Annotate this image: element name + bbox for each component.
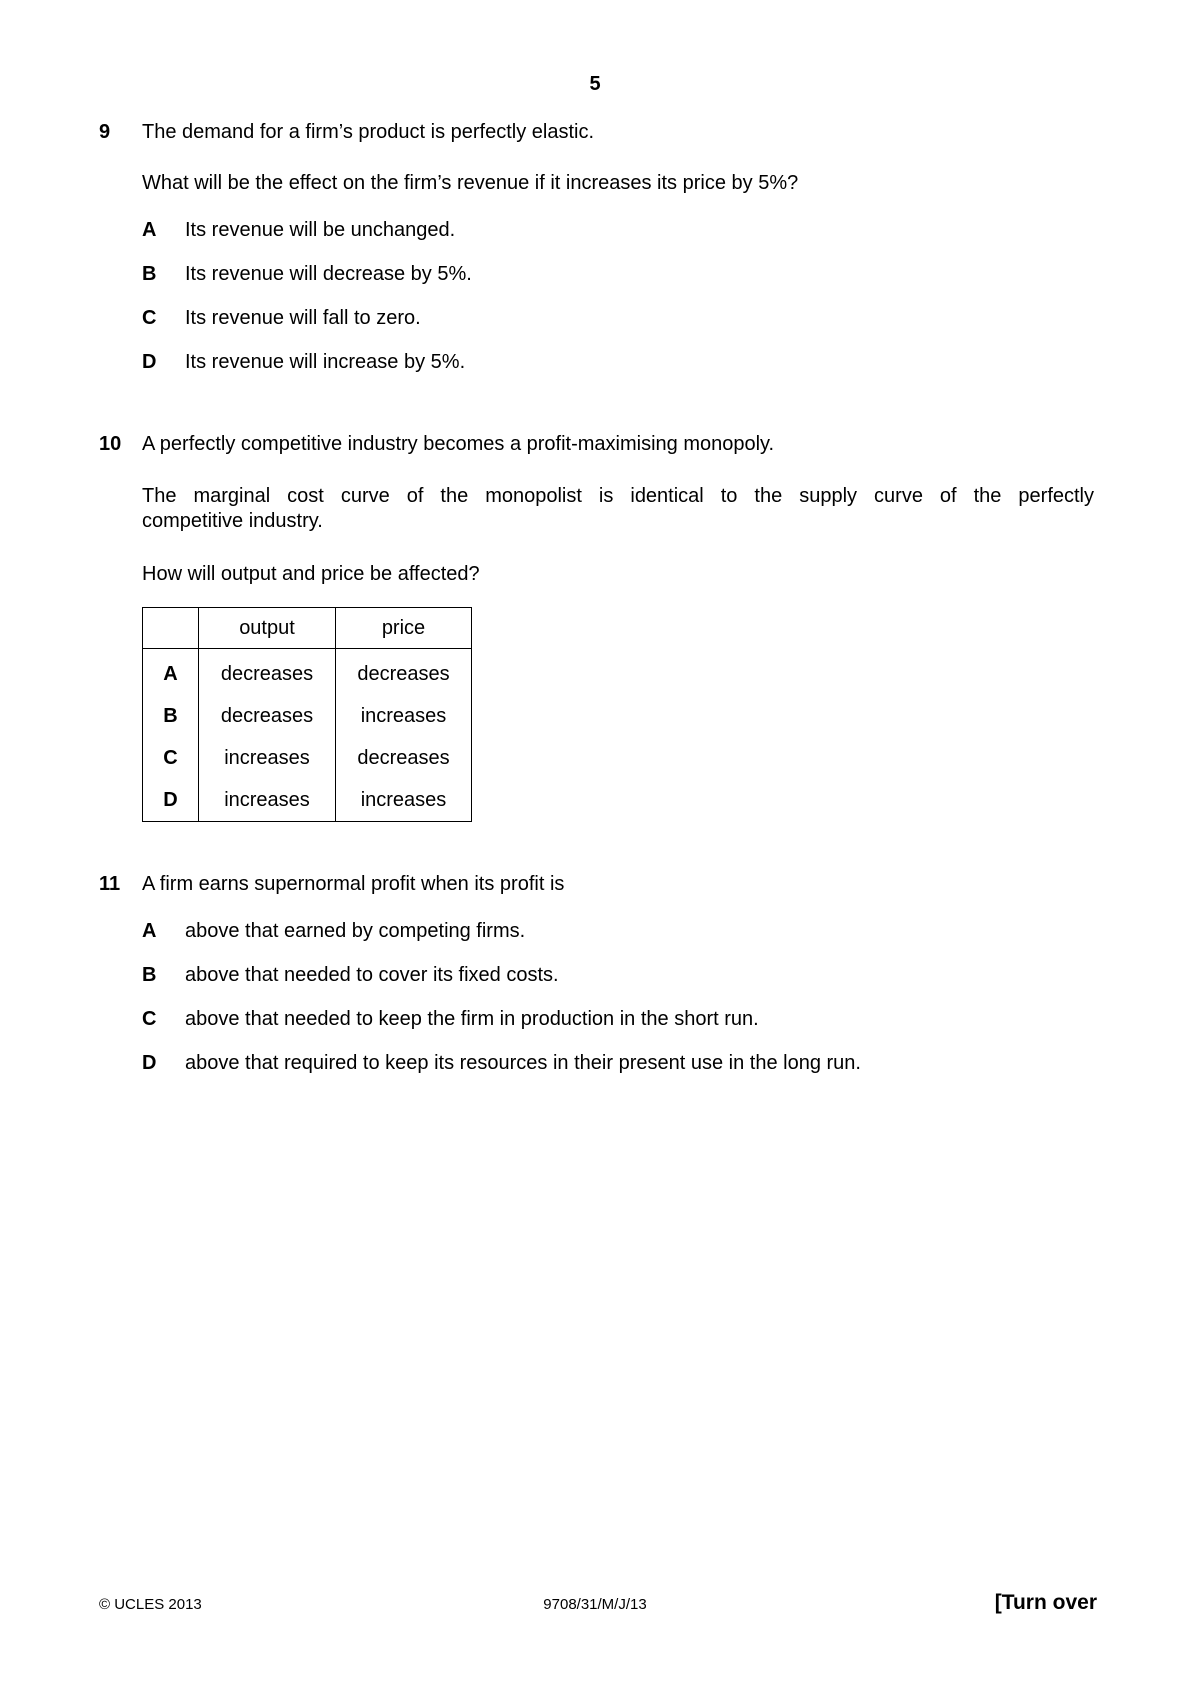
question-10-answer-table <box>142 607 472 822</box>
question-11-number: 11 <box>99 873 121 895</box>
table-cell-output: decreases <box>199 695 336 737</box>
table-row-letter: D <box>143 779 199 822</box>
question-9-prompt: What will be the effect on the firm’s revenue if it increases its price by 5%? <box>142 172 799 194</box>
table-cell-output: increases <box>199 779 336 822</box>
question-9-option-c-letter: C <box>142 307 157 329</box>
question-11-option-c-text: above that needed to keep the firm in production in the short run. <box>185 1008 759 1030</box>
page-number: 5 <box>589 73 601 95</box>
question-10-prompt: How will output and price be affected? <box>142 563 480 585</box>
footer-turn-over: [Turn over <box>994 1591 1097 1614</box>
table-header-output: output <box>199 608 336 649</box>
question-9-stem: The demand for a firm’s product is perfectly elastic. <box>142 121 595 143</box>
question-9-option-b-letter: B <box>142 263 157 285</box>
question-10-paragraph <box>142 484 1094 534</box>
question-11-option-a-letter: A <box>142 920 157 942</box>
footer-paper-code: 9708/31/M/J/13 <box>543 1596 647 1613</box>
question-11-option-d-letter: D <box>142 1052 157 1074</box>
table-cell-price: increases <box>336 779 472 822</box>
question-9-option-b-text: Its revenue will decrease by 5%. <box>185 263 472 285</box>
table-cell-output: decreases <box>199 649 336 696</box>
question-9-option-d-letter: D <box>142 351 157 373</box>
table-cell-price: increases <box>336 695 472 737</box>
table-row-letter: C <box>143 737 199 779</box>
table-row <box>143 649 472 696</box>
table-cell-price: decreases <box>336 649 472 696</box>
table-header-price: price <box>336 608 472 649</box>
table-header-row <box>143 608 472 649</box>
table-header-blank <box>143 608 199 649</box>
table-cell-price: decreases <box>336 737 472 779</box>
question-9-option-a-letter: A <box>142 219 157 241</box>
question-10-paragraph-line-1: The marginal cost curve of the monopolist is identical to the supply curve of the perfectly <box>142 485 1094 507</box>
question-10-paragraph-line-2: competitive industry. <box>142 510 323 532</box>
table-row-letter: A <box>143 649 199 696</box>
footer-copyright: © UCLES 2013 <box>99 1596 202 1613</box>
question-9-number: 9 <box>99 121 111 143</box>
question-11-option-b-text: above that needed to cover its fixed costs. <box>185 964 559 986</box>
question-10-stem: A perfectly competitive industry becomes a profit-maximising monopoly. <box>142 433 775 455</box>
question-11-option-d-text: above that required to keep its resources in their present use in the long run. <box>185 1052 861 1074</box>
table-row-letter: B <box>143 695 199 737</box>
question-9-option-a-text: Its revenue will be unchanged. <box>185 219 456 241</box>
table-row <box>143 779 472 822</box>
table-row <box>143 737 472 779</box>
question-10-number: 10 <box>99 433 122 455</box>
question-11-stem: A firm earns supernormal profit when its profit is <box>142 873 565 895</box>
question-11-option-b-letter: B <box>142 964 157 986</box>
question-9-option-d-text: Its revenue will increase by 5%. <box>185 351 466 373</box>
table-row <box>143 695 472 737</box>
table-cell-output: increases <box>199 737 336 779</box>
question-11-option-a-text: above that earned by competing firms. <box>185 920 526 942</box>
question-11-option-c-letter: C <box>142 1008 157 1030</box>
question-9-option-c-text: Its revenue will fall to zero. <box>185 307 421 329</box>
